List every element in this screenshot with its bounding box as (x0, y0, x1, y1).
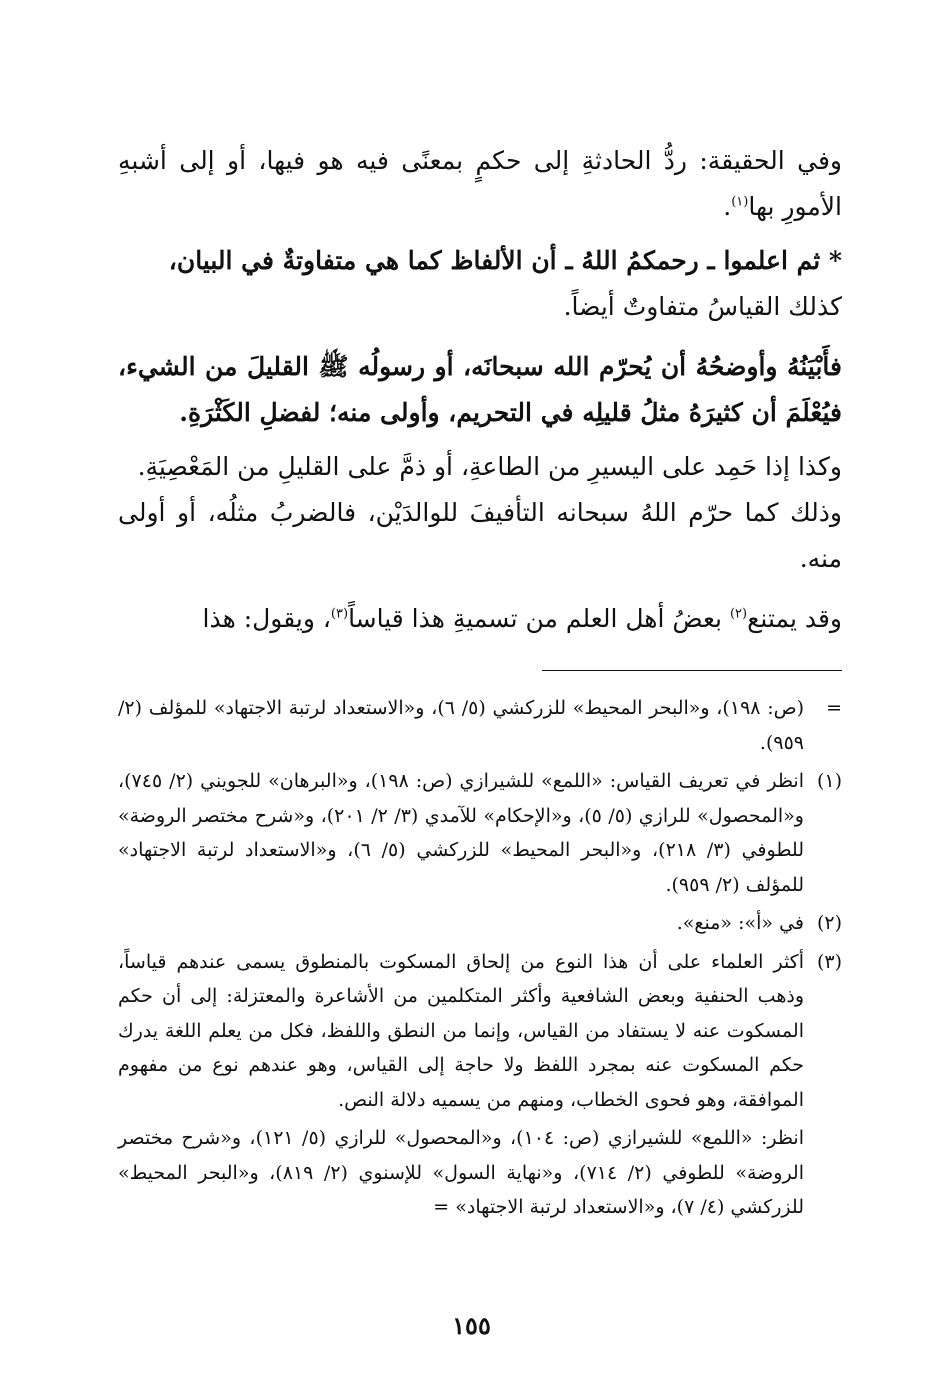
footnote-divider (542, 670, 842, 671)
footnote-ref-1[interactable]: (١) (731, 194, 749, 210)
footnote-text: انظر: «اللمع» للشيرازي (ص: ١٠٤)، و«المحصول» للرازي (٥/ ١٢١)، و«شرح مختصر الروضة» للطوفي (٢/ ٧١٤)، و«نهاية السول» للإسنوي (٢/ ٨١٩)، و«البحر المحيط» للزركشي (٤/ ٧)، و«الاستعداد لرتبة الاجتهاد» = (118, 1127, 804, 1218)
footnote-body (118, 906, 804, 941)
footnote-text: أكثر العلماء على أن هذا النوع من إلحاق المسكوت بالمنطوق يسمى عندهم قياساً، وذهب الحنفية وبعض الشافعية وأكثر المتكلمين من الأشاعرة والمعتزلة: إلى أن حكم المسكوت عنه لا يستفاد من القياس، وإنما من النطق واللفظ، فكل من يعلم اللغة يدرك حكم المسكوت عنه بمجرد اللفظ ولا حاجة إلى القياس، وهو عندهم نوع من مفهوم الموافقة، وهو فحوى الخطاب، ومنهم من يسميه دلالة النص. (118, 950, 804, 1111)
paragraph-7-part-c: ، ويقول: هذا (202, 604, 331, 633)
footnote-marker: = (826, 697, 842, 719)
footnote-continuation (118, 691, 842, 760)
main-text (118, 138, 842, 642)
paragraph-1-end: . (723, 192, 732, 221)
paragraph-7-part-a: وقد يمتنع (747, 604, 842, 633)
footnote-body (118, 945, 804, 1225)
page-number: ١٥٥ (452, 1311, 491, 1340)
paragraph-6: وذلك كما حرّم اللهُ سبحانه التأفيفَ للوالدَيْن، فالضربُ مثلُه، أو أولى منه. (118, 498, 842, 573)
paragraph-1 (118, 138, 842, 230)
footnote-body (118, 764, 804, 902)
footnote-body (118, 691, 804, 760)
paragraph-7-part-b: بعضُ أهل العلم من تسميةِ هذا قياساً (348, 604, 730, 633)
footnote-2 (118, 906, 842, 941)
footnote-ref-3[interactable]: (٣) (330, 606, 349, 622)
paragraph-5: وكذا إذا حَمِد على اليسيرِ من الطاعةِ، أو ذمَّ على القليلِ من المَعْصِيَةِ. (137, 452, 842, 481)
footnote-marker: (٣) (816, 950, 842, 973)
paragraph-3: كذلك القياسُ متفاوتٌ أيضاً. (563, 292, 842, 321)
footnote-ref-2[interactable]: (٢) (729, 606, 748, 622)
footnote-1 (118, 764, 842, 902)
footnote-text: (ص: ١٩٨)، و«البحر المحيط» للزركشي (٥/ ٦)، و«الاستعداد لرتبة الاجتهاد» للمؤلف (٢/ ٩٥٩). (118, 697, 805, 754)
paragraph-7 (118, 596, 842, 642)
footnote-marker: (١) (816, 770, 842, 792)
footnote-text: انظر في تعريف القياس: «اللمع» للشيرازي (ص: ١٩٨)، و«البرهان» للجويني (٢/ ٧٤٥)، و«المحصول» للرازي (٥/ ٥)، و«الإحكام» للآمدي (٣/ ٢/ ٢٠١)، و«شرح مختصر الروضة» للطوفي (٣/ ٢١٨)، و«البحر المحيط» للزركشي (٥/ ٦)، و«الاستعداد لرتبة الاجتهاد» للمؤلف (٢/ ٩٥٩). (118, 770, 804, 896)
footnote-marker: (٢) (816, 912, 842, 934)
footnote-3 (118, 945, 842, 1225)
page-body (118, 138, 842, 1229)
paragraph-1-text: وفي الحقيقة: ردُّ الحادثةِ إلى حكمٍ بمعنًى فيه هو فيها، أو إلى أشبهِ الأمورِ بها (118, 146, 842, 221)
footnote-text: في «أ»: «منع». (676, 912, 804, 934)
paragraph-2: * ثم اعلموا ـ رحمكمُ اللهُ ـ أن الألفاظ كما هي متفاوتةٌ في البيان، (168, 246, 842, 275)
footnotes (118, 691, 842, 1225)
paragraph-4: فأَبْيَنُهُ وأوضحُهُ أن يُحرّم الله سبحانَه، أو رسولُه ﷺ القليلَ من الشيء، فيُعْلَمَ أن كثيرَهُ مثلُ قليلِه في التحريم، وأولى منه؛ لفضلِ الكَثْرَةِ. (118, 352, 842, 427)
